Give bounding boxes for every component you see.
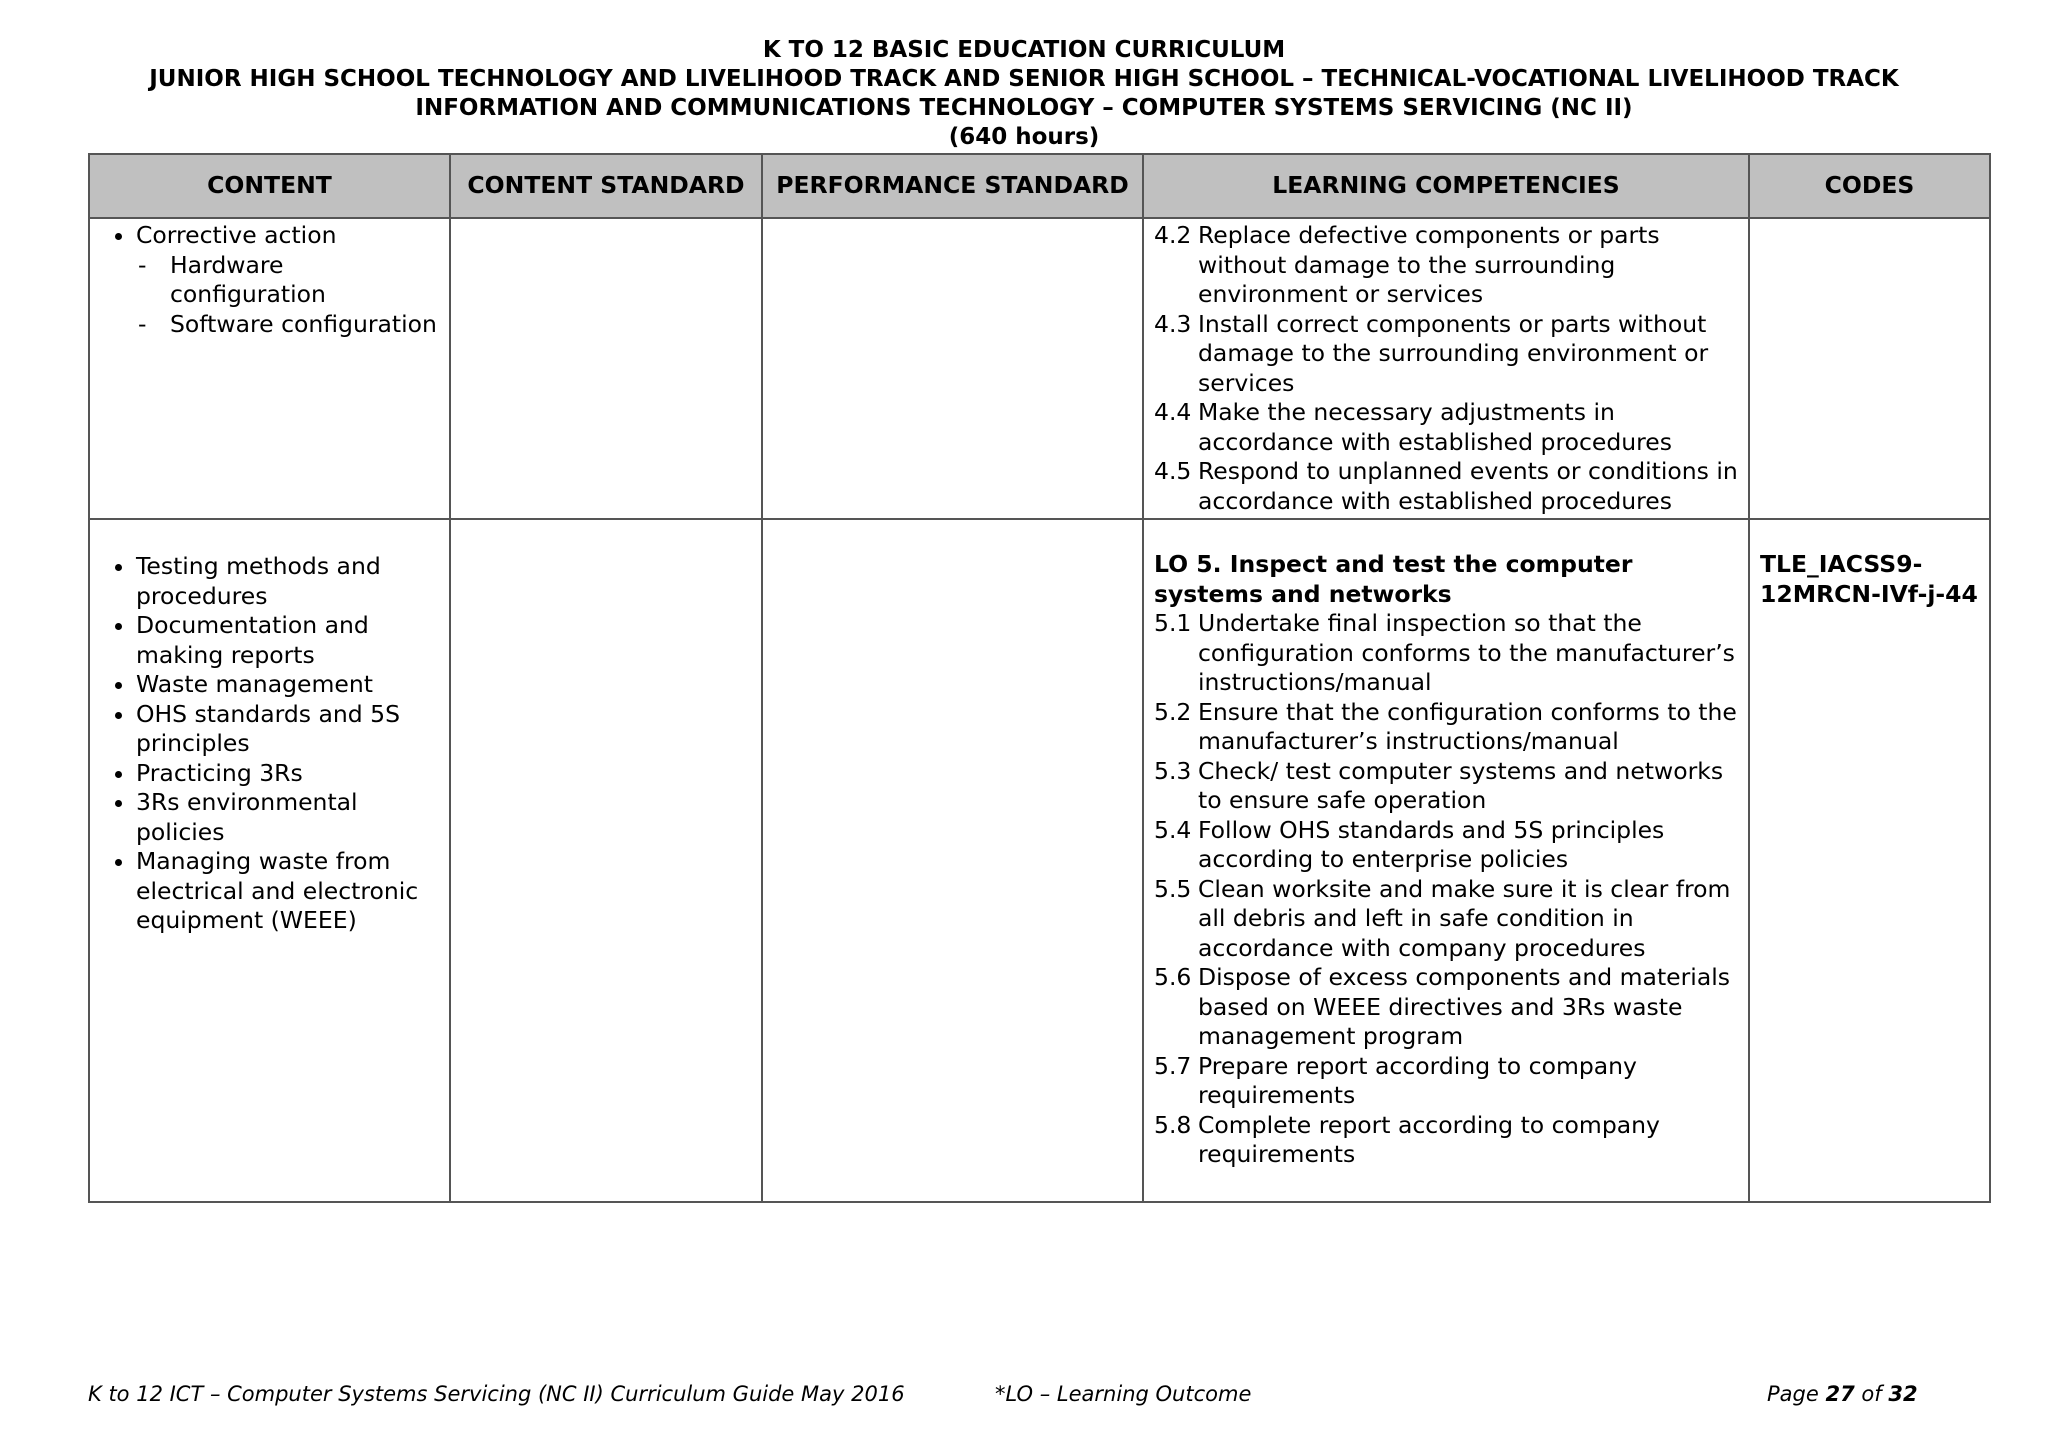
competency-list [1154,609,1738,1170]
list-item: • Waste management [136,670,439,700]
column-header-content: CONTENT [89,154,450,218]
header-track: JUNIOR HIGH SCHOOL TECHNOLOGY AND LIVELIHOOD TRACK AND SENIOR HIGH SCHOOL – TECHNICAL-VOCATIONAL LIVELIHOOD TRACK [149,66,1899,92]
competency-item [1154,816,1738,875]
competency-text: Complete report according to company requirements [1198,1110,1660,1168]
competency-text: Replace defective components or parts without damage to the surrounding environment or services [1198,221,1660,308]
competency-text: Respond to unplanned events or conditions in accordance with established procedures [1198,457,1738,515]
competency-item [1154,698,1738,757]
list-item: - Hardware configuration [136,251,439,310]
competency-number: 4.3 [1154,309,1192,338]
competency-number: 5.6 [1154,963,1192,991]
column-header-learning-competencies: LEARNING COMPETENCIES [1143,154,1749,218]
column-header-codes: CODES [1749,154,1990,218]
content-list [100,552,439,936]
competency-number: 5.4 [1154,815,1192,844]
footer-page-number [1767,1380,1918,1408]
header-title: K TO 12 BASIC EDUCATION CURRICULUM [762,37,1286,63]
competency-item [1154,310,1738,399]
competency-item [1154,875,1738,964]
list-item: • Practicing 3Rs [136,759,439,789]
content-cell [89,519,450,1202]
list-item: • Testing methods and procedures [136,552,439,611]
header-subject: INFORMATION AND COMMUNICATIONS TECHNOLOGY – COMPUTER SYSTEMS SERVICING (NC II) [415,95,1633,121]
footer-guide-title: K to 12 ICT – Computer Systems Servicing (NC II) Curriculum Guide May 2016 [88,1382,905,1406]
list-item: - Software configuration [136,310,439,340]
competency-number: 4.5 [1154,457,1192,485]
page-label: Page [1767,1382,1819,1406]
competency-item [1154,1052,1738,1111]
competency-text: Install correct components or parts without damage to the surrounding environment or services [1198,309,1709,397]
header-hours: (640 hours) [948,124,1100,150]
learning-outcome-heading: LO 5. Inspect and test the computer systems and networks [1154,550,1633,608]
competency-code: TLE_IACSS9-12MRCN-IVf-j-44 [1760,550,1978,608]
codes-cell [1749,218,1990,519]
competency-text: Follow OHS standards and 5S principles according to enterprise policies [1198,815,1665,873]
learning-competencies-cell [1143,519,1749,1202]
list-item: • Managing waste from electrical and electronic equipment (WEEE) [136,847,439,936]
competency-item [1154,609,1738,698]
list-item: • 3Rs environmental policies [136,788,439,847]
competency-text: Make the necessary adjustments in accordance with established procedures [1198,398,1673,456]
competency-text: Check/ test computer systems and networks to ensure safe operation [1198,756,1724,814]
competency-item [1154,398,1738,457]
list-item: • Documentation and making reports [136,611,439,670]
competency-text: Undertake final inspection so that the configuration conforms to the manufacturer’s instructions/manual [1198,609,1735,696]
content-list [100,221,439,339]
curriculum-table [88,153,1991,1203]
table-header-row [89,154,1990,218]
competency-number: 5.2 [1154,697,1192,726]
competency-text: Clean worksite and make sure it is clear from all debris and left in safe condition in accordance with company procedures [1198,874,1731,962]
competency-text: Prepare report according to company requirements [1198,1051,1637,1109]
competency-item [1154,457,1738,516]
learning-competencies-cell [1143,218,1749,519]
competency-number: 4.2 [1154,221,1192,249]
footer-lo-note: *LO – Learning Outcome [995,1382,1252,1406]
performance-standard-cell [762,519,1143,1202]
competency-text: Ensure that the configuration conforms to the manufacturer’s instructions/manual [1198,697,1737,755]
column-header-content-standard: CONTENT STANDARD [450,154,762,218]
table-row [89,218,1990,519]
page-total: 32 [1888,1382,1918,1406]
competency-number: 5.7 [1154,1051,1192,1080]
codes-cell [1749,519,1990,1202]
table-row [89,519,1990,1202]
competency-item [1154,221,1738,310]
document-header [0,36,2048,152]
competency-item [1154,963,1738,1052]
competency-number: 5.8 [1154,1110,1192,1139]
content-standard-cell [450,218,762,519]
page-of: of [1861,1382,1882,1406]
competency-item [1154,1111,1738,1170]
competency-number: 5.3 [1154,756,1192,785]
performance-standard-cell [762,218,1143,519]
page-current: 27 [1825,1382,1855,1406]
competency-item [1154,757,1738,816]
content-cell [89,218,450,519]
list-item: • OHS standards and 5S principles [136,700,439,759]
competency-list [1154,221,1738,516]
competency-number: 4.4 [1154,398,1192,426]
content-standard-cell [450,519,762,1202]
content-sublist [136,251,439,340]
competency-text: Dispose of excess components and materials based on WEEE directives and 3Rs waste management program [1198,963,1730,1050]
competency-number: 5.1 [1154,609,1192,637]
competency-number: 5.5 [1154,874,1192,903]
list-item [136,221,439,339]
column-header-performance-standard: PERFORMANCE STANDARD [762,154,1143,218]
content-item-text: Corrective action [136,221,337,249]
